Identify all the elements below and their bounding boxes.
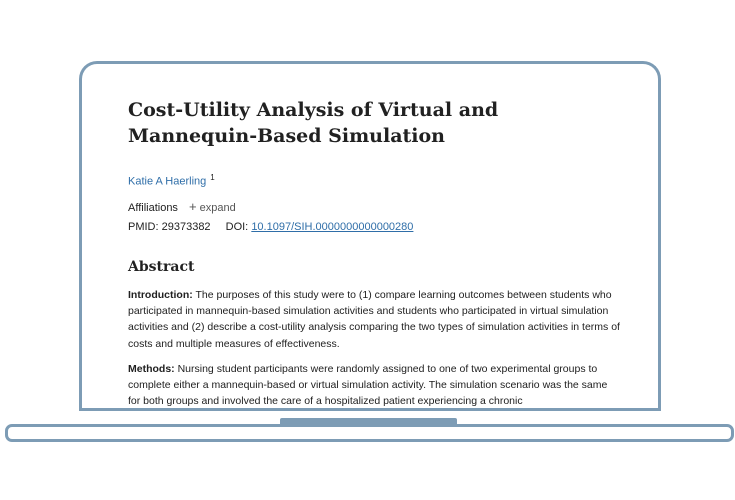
laptop-base <box>5 424 734 442</box>
article-title: Cost-Utility Analysis of Virtual and Mannequin-Based Simulation <box>128 99 499 147</box>
methods-text: Nursing student participants were randomly assigned to one of two experimental groups to complete either a mannequin-based or virtual simulation activity. The simulation scenario was the same for both groups and involved the care of a hospitalized patient experiencing a chronic <box>128 362 608 408</box>
author-affiliation-number: 1 <box>210 173 215 182</box>
introduction-label: Introduction: <box>128 288 193 301</box>
laptop-screen <box>79 61 661 411</box>
article-page <box>128 97 628 410</box>
expand-affiliations-button[interactable] <box>189 198 236 214</box>
abstract-methods <box>128 361 620 410</box>
screen-hinge <box>79 408 661 411</box>
abstract-introduction <box>128 287 620 352</box>
affiliations-line <box>128 200 628 215</box>
author-line <box>128 171 628 189</box>
affiliations-label: Affiliations <box>128 201 178 214</box>
plus-icon: + <box>189 198 197 214</box>
introduction-text: The purposes of this study were to (1) compare learning outcomes between students who participated in mannequin-based simulation activities and students who participated in virtual simulation activities and (2) describe a cost-utility analysis comparing the two types of simulation activities in terms of costs and multiple measures of effectiveness. <box>128 288 620 350</box>
identifiers-line <box>128 220 628 234</box>
abstract-heading: Abstract <box>128 258 195 275</box>
author-link[interactable]: Katie A Haerling <box>128 175 207 188</box>
pmid: PMID: 29373382 <box>128 220 211 233</box>
doi-link[interactable]: 10.1097/SIH.0000000000000280 <box>251 220 414 233</box>
doi-label: DOI: <box>225 220 249 233</box>
methods-label: Methods: <box>128 362 175 375</box>
expand-label: expand <box>199 201 236 214</box>
